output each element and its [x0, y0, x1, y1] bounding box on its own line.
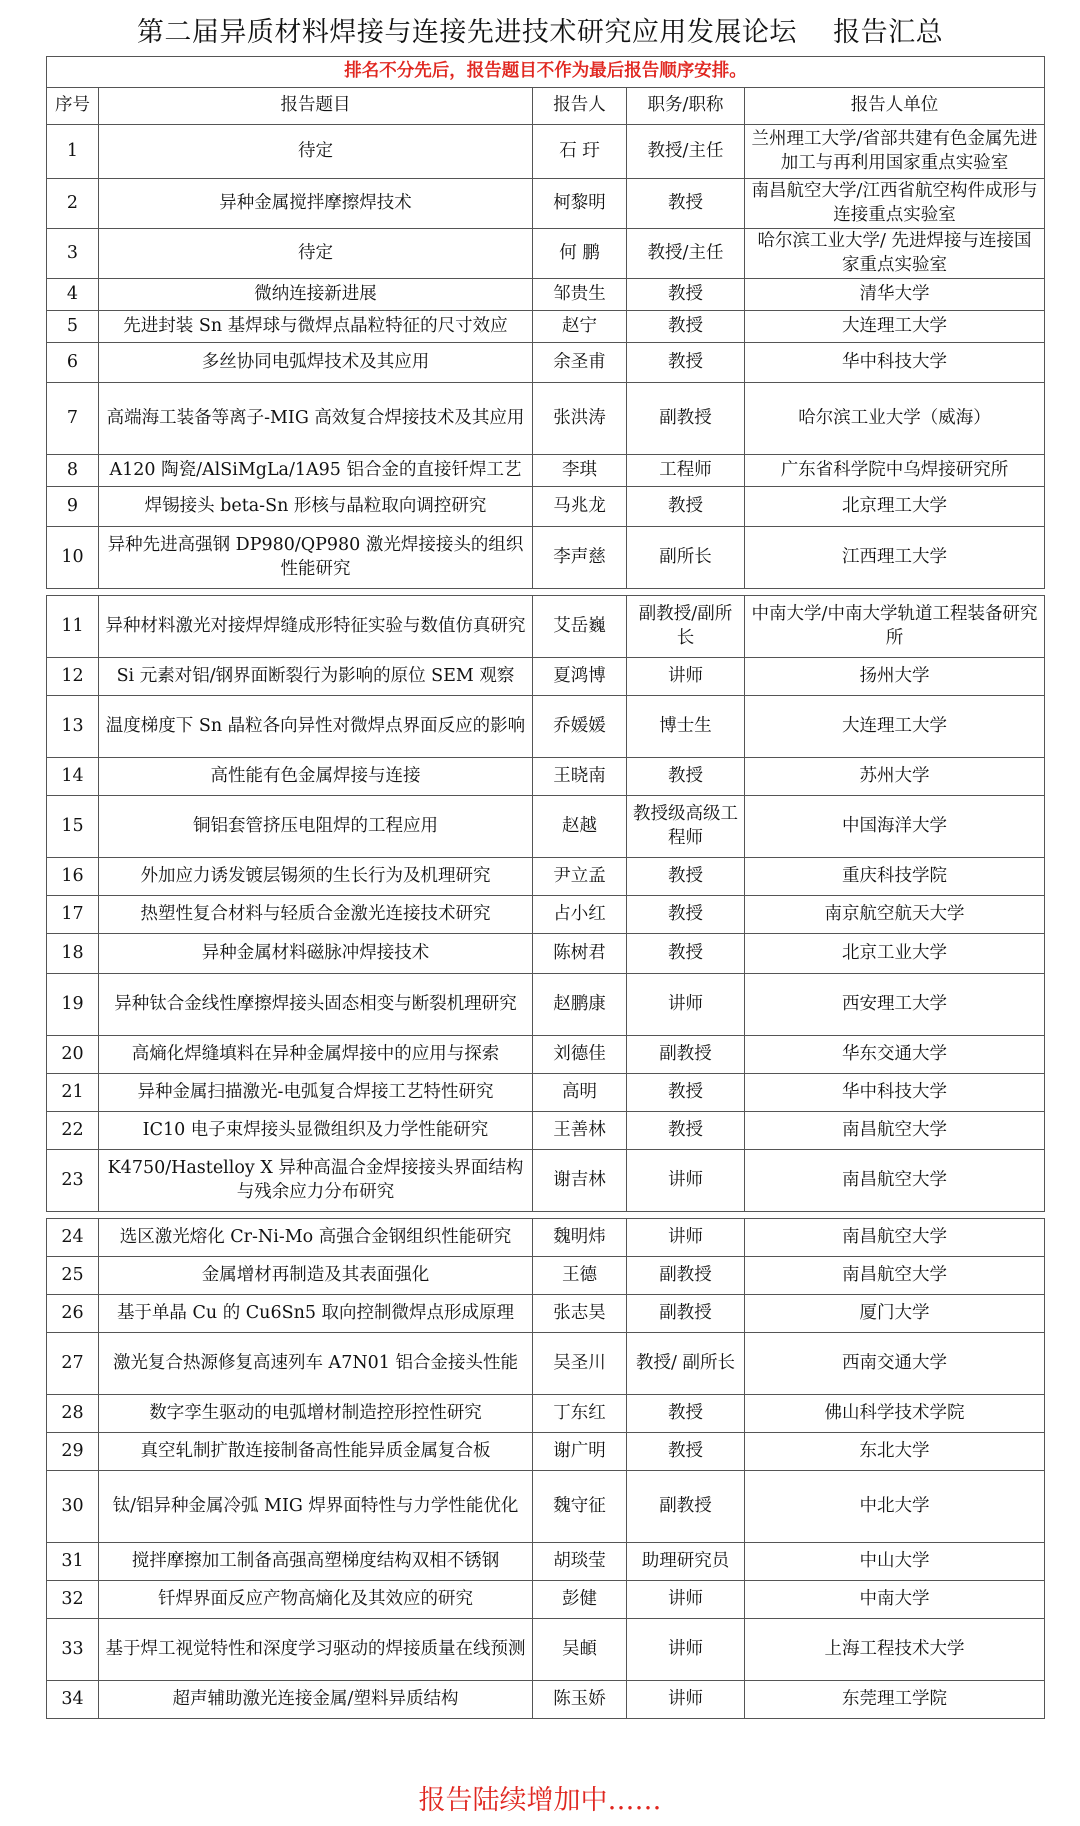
- speaker-position: 讲师: [627, 1150, 745, 1212]
- row-number: 24: [47, 1219, 99, 1257]
- speaker-position: 副教授: [627, 383, 745, 455]
- table-row: [47, 658, 1045, 696]
- report-title: 搅拌摩擦加工制备高强高塑梯度结构双相不锈钢: [99, 1543, 533, 1581]
- speaker-position: 教授: [627, 758, 745, 796]
- report-title: 温度梯度下 Sn 晶粒各向异性对微焊点界面反应的影响: [99, 696, 533, 758]
- speaker-name: 尹立孟: [533, 858, 627, 896]
- speaker-position: 教授: [627, 179, 745, 229]
- row-number: 28: [47, 1395, 99, 1433]
- speaker-org: 重庆科技学院: [745, 858, 1045, 896]
- table-row: [47, 696, 1045, 758]
- speaker-org: 华中科技大学: [745, 1074, 1045, 1112]
- row-number: 29: [47, 1433, 99, 1471]
- row-number: 9: [47, 487, 99, 527]
- speaker-name: 吴圣川: [533, 1333, 627, 1395]
- speaker-org: 南昌航空大学: [745, 1219, 1045, 1257]
- footer-note: 报告陆续增加中……: [418, 1785, 662, 1816]
- report-title: 选区激光熔化 Cr-Ni-Mo 高强合金钢组织性能研究: [99, 1219, 533, 1257]
- speaker-name: 何 鹏: [533, 229, 627, 279]
- report-title: 高性能有色金属焊接与连接: [99, 758, 533, 796]
- speaker-org: 东莞理工学院: [745, 1681, 1045, 1719]
- speaker-name: 李声慈: [533, 527, 627, 589]
- report-title: 待定: [99, 125, 533, 179]
- row-number: 6: [47, 343, 99, 383]
- report-title: K4750/Hastelloy X 异种高温合金焊接接头界面结构与残余应力分布研究: [99, 1150, 533, 1212]
- speaker-name: 高明: [533, 1074, 627, 1112]
- row-number: 26: [47, 1295, 99, 1333]
- table-row: [47, 758, 1045, 796]
- speaker-org: 南昌航空大学: [745, 1150, 1045, 1212]
- row-number: 3: [47, 229, 99, 279]
- table-row: [47, 1257, 1045, 1295]
- table-row: [47, 455, 1045, 487]
- report-title: 异种钛合金线性摩擦焊接头固态相变与断裂机理研究: [99, 974, 533, 1036]
- page-title: 第二届异质材料焊接与连接先进技术研究应用发展论坛 报告汇总: [136, 17, 944, 48]
- table-row: [47, 527, 1045, 589]
- speaker-name: 李琪: [533, 455, 627, 487]
- report-title: 铜铝套管挤压电阻焊的工程应用: [99, 796, 533, 858]
- speaker-position: 教授: [627, 1433, 745, 1471]
- report-title: 金属增材再制造及其表面强化: [99, 1257, 533, 1295]
- speaker-name: 艾岳巍: [533, 596, 627, 658]
- table-row: [47, 487, 1045, 527]
- row-number: 17: [47, 896, 99, 934]
- speaker-org: 南昌航空大学: [745, 1257, 1045, 1295]
- speaker-org: 中山大学: [745, 1543, 1045, 1581]
- speaker-org: 西南交通大学: [745, 1333, 1045, 1395]
- table-row: [47, 1074, 1045, 1112]
- speaker-position: 讲师: [627, 1581, 745, 1619]
- row-number: 15: [47, 796, 99, 858]
- speaker-position: 讲师: [627, 1219, 745, 1257]
- speaker-name: 张洪涛: [533, 383, 627, 455]
- speaker-org: 中南大学: [745, 1581, 1045, 1619]
- row-number: 7: [47, 383, 99, 455]
- speaker-org: 大连理工大学: [745, 311, 1045, 343]
- report-title: 基于单晶 Cu 的 Cu6Sn5 取向控制微焊点形成原理: [99, 1295, 533, 1333]
- row-number: 14: [47, 758, 99, 796]
- speaker-position: 副教授: [627, 1036, 745, 1074]
- speaker-org: 中国海洋大学: [745, 796, 1045, 858]
- notice-text: 排名不分先后，报告题目不作为最后报告顺序安排。: [47, 57, 1045, 88]
- table-row: [47, 1471, 1045, 1543]
- row-number: 34: [47, 1681, 99, 1719]
- report-title: 异种材料激光对接焊焊缝成形特征实验与数值仿真研究: [99, 596, 533, 658]
- table-row: [47, 974, 1045, 1036]
- row-number: 19: [47, 974, 99, 1036]
- speaker-position: 教授: [627, 934, 745, 974]
- speaker-name: 王善林: [533, 1112, 627, 1150]
- speaker-name: 石 玗: [533, 125, 627, 179]
- speaker-position: 副所长: [627, 527, 745, 589]
- report-title: 钛/铝异种金属冷弧 MIG 焊界面特性与力学性能优化: [99, 1471, 533, 1543]
- speaker-position: 教授: [627, 1074, 745, 1112]
- table-row: [47, 125, 1045, 179]
- speaker-org: 南京航空航天大学: [745, 896, 1045, 934]
- speaker-position: 教授: [627, 1395, 745, 1433]
- report-title: 超声辅助激光连接金属/塑料异质结构: [99, 1681, 533, 1719]
- speaker-position: 讲师: [627, 1681, 745, 1719]
- row-number: 4: [47, 279, 99, 311]
- speaker-org: 东北大学: [745, 1433, 1045, 1471]
- speaker-org: 南昌航空大学/江西省航空构件成形与连接重点实验室: [745, 179, 1045, 229]
- row-number: 11: [47, 596, 99, 658]
- row-separator: [47, 1212, 1045, 1219]
- report-title: 异种金属扫描激光-电弧复合焊接工艺特性研究: [99, 1074, 533, 1112]
- speaker-name: 王晓南: [533, 758, 627, 796]
- table-row: [47, 179, 1045, 229]
- speaker-name: 胡琰莹: [533, 1543, 627, 1581]
- speaker-position: 教授: [627, 487, 745, 527]
- row-number: 27: [47, 1333, 99, 1395]
- row-number: 21: [47, 1074, 99, 1112]
- speaker-position: 教授/主任: [627, 125, 745, 179]
- speaker-org: 大连理工大学: [745, 696, 1045, 758]
- speaker-org: 西安理工大学: [745, 974, 1045, 1036]
- table-row: [47, 1036, 1045, 1074]
- speaker-org: 南昌航空大学: [745, 1112, 1045, 1150]
- speaker-position: 讲师: [627, 658, 745, 696]
- header-org: 报告人单位: [745, 88, 1045, 125]
- report-title: 钎焊界面反应产物高熵化及其效应的研究: [99, 1581, 533, 1619]
- row-number: 12: [47, 658, 99, 696]
- speaker-org: 佛山科学技术学院: [745, 1395, 1045, 1433]
- table-row: [47, 229, 1045, 279]
- report-title: 基于焊工视觉特性和深度学习驱动的焊接质量在线预测: [99, 1619, 533, 1681]
- speaker-position: 副教授/副所长: [627, 596, 745, 658]
- speaker-org: 扬州大学: [745, 658, 1045, 696]
- report-title: A120 陶瓷/AlSiMgLa/1A95 铝合金的直接钎焊工艺: [99, 455, 533, 487]
- table-row: [47, 1333, 1045, 1395]
- speaker-position: 教授: [627, 279, 745, 311]
- speaker-name: 乔媛媛: [533, 696, 627, 758]
- notice-row: [47, 57, 1045, 88]
- speaker-name: 陈玉娇: [533, 1681, 627, 1719]
- table-row: [47, 1581, 1045, 1619]
- report-title: 异种金属材料磁脉冲焊接技术: [99, 934, 533, 974]
- speaker-name: 赵鹏康: [533, 974, 627, 1036]
- header-row: [47, 88, 1045, 125]
- row-number: 18: [47, 934, 99, 974]
- row-number: 2: [47, 179, 99, 229]
- row-number: 1: [47, 125, 99, 179]
- row-number: 5: [47, 311, 99, 343]
- speaker-name: 谢广明: [533, 1433, 627, 1471]
- report-title: IC10 电子束焊接头显微组织及力学性能研究: [99, 1112, 533, 1150]
- speaker-position: 副教授: [627, 1295, 745, 1333]
- table-row: [47, 858, 1045, 896]
- speaker-org: 上海工程技术大学: [745, 1619, 1045, 1681]
- row-number: 10: [47, 527, 99, 589]
- speaker-name: 张志昊: [533, 1295, 627, 1333]
- speaker-name: 丁东红: [533, 1395, 627, 1433]
- table-row: [47, 1543, 1045, 1581]
- row-number: 13: [47, 696, 99, 758]
- report-title: 微纳连接新进展: [99, 279, 533, 311]
- report-table: [46, 56, 1045, 1719]
- row-separator-cell: [47, 589, 1045, 596]
- speaker-org: 江西理工大学: [745, 527, 1045, 589]
- speaker-position: 博士生: [627, 696, 745, 758]
- speaker-position: 教授: [627, 343, 745, 383]
- speaker-position: 副教授: [627, 1257, 745, 1295]
- report-title: 数字孪生驱动的电弧增材制造控形控性研究: [99, 1395, 533, 1433]
- row-number: 31: [47, 1543, 99, 1581]
- row-number: 22: [47, 1112, 99, 1150]
- table-row: [47, 1219, 1045, 1257]
- speaker-name: 彭健: [533, 1581, 627, 1619]
- row-number: 25: [47, 1257, 99, 1295]
- speaker-org: 广东省科学院中乌焊接研究所: [745, 455, 1045, 487]
- speaker-position: 讲师: [627, 974, 745, 1036]
- speaker-org: 清华大学: [745, 279, 1045, 311]
- speaker-name: 吴頔: [533, 1619, 627, 1681]
- row-separator-cell: [47, 1212, 1045, 1219]
- row-number: 23: [47, 1150, 99, 1212]
- speaker-name: 魏守征: [533, 1471, 627, 1543]
- speaker-org: 中南大学/中南大学轨道工程装备研究所: [745, 596, 1045, 658]
- report-title: Si 元素对铝/钢界面断裂行为影响的原位 SEM 观察: [99, 658, 533, 696]
- header-position: 职务/职称: [627, 88, 745, 125]
- row-number: 16: [47, 858, 99, 896]
- table-row: [47, 1112, 1045, 1150]
- table-row: [47, 934, 1045, 974]
- table-row: [47, 596, 1045, 658]
- speaker-name: 魏明炜: [533, 1219, 627, 1257]
- speaker-name: 马兆龙: [533, 487, 627, 527]
- header-no: 序号: [47, 88, 99, 125]
- table-row: [47, 1395, 1045, 1433]
- speaker-position: 教授: [627, 896, 745, 934]
- row-number: 20: [47, 1036, 99, 1074]
- row-number: 30: [47, 1471, 99, 1543]
- report-title: 真空轧制扩散连接制备高性能异质金属复合板: [99, 1433, 533, 1471]
- table-row: [47, 1619, 1045, 1681]
- speaker-name: 夏鸿博: [533, 658, 627, 696]
- speaker-position: 教授: [627, 1112, 745, 1150]
- row-number: 32: [47, 1581, 99, 1619]
- speaker-name: 占小红: [533, 896, 627, 934]
- row-number: 8: [47, 455, 99, 487]
- table-row: [47, 383, 1045, 455]
- table-row: [47, 796, 1045, 858]
- speaker-name: 赵宁: [533, 311, 627, 343]
- report-title: 待定: [99, 229, 533, 279]
- speaker-org: 厦门大学: [745, 1295, 1045, 1333]
- table-body: [47, 125, 1045, 1719]
- speaker-org: 兰州理工大学/省部共建有色金属先进加工与再利用国家重点实验室: [745, 125, 1045, 179]
- table-row: [47, 1433, 1045, 1471]
- speaker-name: 刘德佳: [533, 1036, 627, 1074]
- speaker-org: 华东交通大学: [745, 1036, 1045, 1074]
- speaker-position: 教授级高级工程师: [627, 796, 745, 858]
- row-number: 33: [47, 1619, 99, 1681]
- speaker-position: 教授/ 副所长: [627, 1333, 745, 1395]
- speaker-position: 讲师: [627, 1619, 745, 1681]
- speaker-org: 华中科技大学: [745, 343, 1045, 383]
- report-title: 异种先进高强钢 DP980/QP980 激光焊接接头的组织性能研究: [99, 527, 533, 589]
- speaker-position: 教授: [627, 311, 745, 343]
- table-row: [47, 1681, 1045, 1719]
- table-row: [47, 896, 1045, 934]
- speaker-name: 谢吉林: [533, 1150, 627, 1212]
- table-row: [47, 311, 1045, 343]
- report-title: 先进封装 Sn 基焊球与微焊点晶粒特征的尺寸效应: [99, 311, 533, 343]
- speaker-name: 陈树君: [533, 934, 627, 974]
- report-title: 焊锡接头 beta-Sn 形核与晶粒取向调控研究: [99, 487, 533, 527]
- table-row: [47, 279, 1045, 311]
- header-title: 报告题目: [99, 88, 533, 125]
- speaker-name: 邹贵生: [533, 279, 627, 311]
- report-title: 热塑性复合材料与轻质合金激光连接技术研究: [99, 896, 533, 934]
- speaker-position: 教授: [627, 858, 745, 896]
- report-title: 外加应力诱发镀层锡须的生长行为及机理研究: [99, 858, 533, 896]
- report-title: 多丝协同电弧焊技术及其应用: [99, 343, 533, 383]
- header-speaker: 报告人: [533, 88, 627, 125]
- speaker-name: 王德: [533, 1257, 627, 1295]
- speaker-name: 柯黎明: [533, 179, 627, 229]
- report-title: 激光复合热源修复高速列车 A7N01 铝合金接头性能: [99, 1333, 533, 1395]
- speaker-org: 中北大学: [745, 1471, 1045, 1543]
- speaker-position: 副教授: [627, 1471, 745, 1543]
- speaker-org: 北京理工大学: [745, 487, 1045, 527]
- table-row: [47, 1295, 1045, 1333]
- speaker-name: 余圣甫: [533, 343, 627, 383]
- report-table-container: [46, 56, 1044, 1719]
- report-title: 异种金属搅拌摩擦焊技术: [99, 179, 533, 229]
- speaker-org: 哈尔滨工业大学/ 先进焊接与连接国家重点实验室: [745, 229, 1045, 279]
- speaker-org: 北京工业大学: [745, 934, 1045, 974]
- speaker-name: 赵越: [533, 796, 627, 858]
- speaker-position: 工程师: [627, 455, 745, 487]
- row-separator: [47, 589, 1045, 596]
- speaker-position: 教授/主任: [627, 229, 745, 279]
- report-title: 高端海工装备等离子-MIG 高效复合焊接技术及其应用: [99, 383, 533, 455]
- speaker-org: 苏州大学: [745, 758, 1045, 796]
- report-title: 高熵化焊缝填料在异种金属焊接中的应用与探索: [99, 1036, 533, 1074]
- table-row: [47, 1150, 1045, 1212]
- speaker-position: 助理研究员: [627, 1543, 745, 1581]
- speaker-org: 哈尔滨工业大学（威海）: [745, 383, 1045, 455]
- table-row: [47, 343, 1045, 383]
